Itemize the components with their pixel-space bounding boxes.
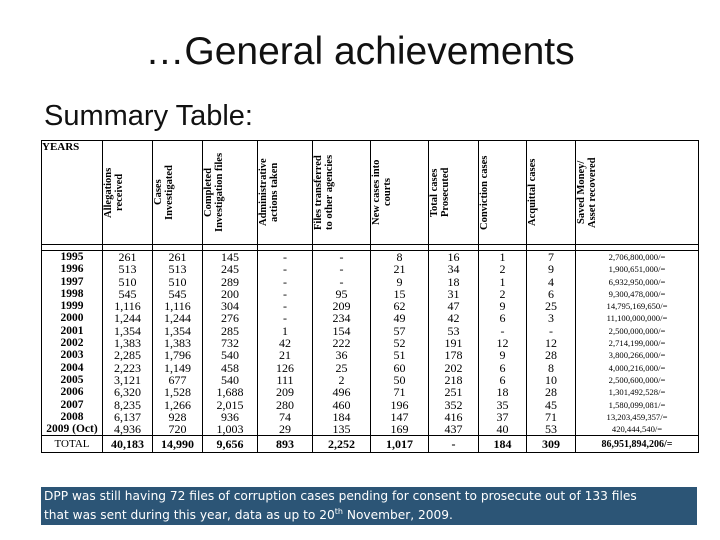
table-cell: 71 — [393, 385, 406, 400]
table-cell: 720 — [168, 422, 187, 437]
table-cell: 4,000,216,000/= — [608, 362, 666, 373]
table-cell: 28 — [545, 348, 557, 363]
table-cell: 6 — [499, 372, 506, 387]
table-cell: 25 — [335, 360, 348, 375]
table-cell: 42 — [447, 311, 460, 326]
table-cell: 437 — [444, 422, 463, 437]
table-cell: 34 — [447, 262, 460, 277]
table-cell: 261 — [168, 250, 187, 264]
table-cell: 31 — [447, 286, 460, 301]
table-cell: 8 — [396, 250, 403, 264]
table-cell: 18 — [496, 385, 509, 400]
table-cell: 21 — [393, 262, 406, 277]
table-cell: 1,383 — [164, 336, 191, 351]
table-cell: 2,015 — [216, 397, 244, 412]
table-cell: 222 — [332, 336, 351, 351]
table-cell: 1,354 — [114, 323, 141, 338]
table-cell: 9 — [548, 262, 554, 277]
table-cell: 276 — [221, 311, 239, 326]
table-cell: 126 — [276, 360, 294, 375]
table-cell: 8 — [548, 360, 554, 375]
table-cell: 52 — [393, 336, 406, 351]
table-cell: 57 — [393, 323, 406, 338]
table-cell: 1,244 — [114, 311, 141, 326]
table-cell: 191 — [444, 336, 463, 351]
table-cell: 2004 — [60, 361, 84, 374]
table-cell: 261 — [118, 250, 137, 264]
data-row — [42, 251, 699, 436]
table-cell: 9 — [499, 348, 506, 363]
table-cell: 35 — [496, 397, 509, 412]
table-cell: 2 — [499, 286, 506, 301]
table-cell: 2007 — [60, 398, 84, 411]
table-cell: 1,528 — [164, 385, 191, 400]
table-cell: 9,300,478,000/= — [608, 288, 666, 299]
table-cell: 8,235 — [114, 397, 141, 412]
table-cell: 202 — [444, 360, 463, 375]
header-files-transferred: Files transferred to other agencies — [313, 141, 371, 245]
table-cell: 135 — [332, 422, 351, 437]
table-cell: 6,137 — [114, 409, 141, 424]
header-new-cases-into-courts: New cases into courts — [371, 141, 429, 245]
table-cell: 147 — [390, 409, 409, 424]
table-cell: 1 — [499, 250, 506, 264]
table-cell: 2 — [338, 372, 345, 387]
table-cell: 1,796 — [164, 348, 191, 363]
table-cell: 1,149 — [164, 360, 191, 375]
table-cell: 9 — [396, 274, 403, 289]
header-allegations-received: Allegations received — [103, 141, 153, 245]
table-cell: - — [339, 274, 344, 289]
table-cell: 928 — [168, 409, 187, 424]
table-cell: 1,688 — [216, 385, 244, 400]
table-cell: 16 — [447, 250, 460, 264]
table-cell: 1,580,099,081/= — [608, 399, 666, 410]
table-cell: 1,266 — [164, 397, 191, 412]
administrative-actions-column — [258, 251, 313, 436]
table-cell: 510 — [168, 274, 187, 289]
table-cell: 1,354 — [164, 323, 191, 338]
total-cell: 2,252 — [313, 436, 371, 453]
header-total-cases-prosecuted: Total cases Prosecuted — [429, 141, 479, 245]
footer-line-2: that was sent during this year, data as up to 20th November, 2009. — [44, 507, 453, 523]
footer-line-1: DPP was still having 72 files of corruption cases pending for consent to prosecute out of 133 files — [44, 489, 637, 503]
table-cell: 1,900,651,000/= — [608, 264, 666, 275]
table-cell: 209 — [332, 299, 351, 314]
table-cell: 111 — [276, 372, 294, 387]
table-cell: 2,714,199,000/= — [608, 338, 666, 349]
table-cell: 352 — [444, 397, 463, 412]
table-cell: 2,706,800,000/= — [608, 252, 666, 262]
header-completed-investigation-files: Completed Investigation files — [203, 141, 258, 245]
conviction-cases-column — [479, 251, 527, 436]
table-cell: 1,116 — [164, 299, 191, 314]
table-cell: 460 — [332, 397, 351, 412]
table-cell: 1,244 — [164, 311, 191, 326]
table-cell: 2000 — [60, 312, 84, 325]
table-cell: - — [283, 262, 287, 277]
table-cell: 3,121 — [114, 372, 141, 387]
table-cell: 732 — [221, 336, 239, 351]
table-cell: 169 — [390, 422, 409, 437]
files-transferred-column — [313, 251, 371, 436]
total-cell: 1,017 — [371, 436, 429, 453]
table-cell: 540 — [221, 372, 239, 387]
years-column — [42, 251, 103, 436]
table-cell: 200 — [221, 286, 239, 301]
table-cell: 95 — [335, 286, 348, 301]
table-cell: - — [283, 311, 287, 326]
table-cell: 1,003 — [216, 422, 244, 437]
table-cell: 416 — [444, 409, 463, 424]
table-cell: - — [549, 323, 553, 338]
table-cell: 496 — [332, 385, 351, 400]
table-cell: - — [339, 250, 344, 264]
new-cases-into-courts-column — [371, 251, 429, 436]
table-cell: 18 — [447, 274, 460, 289]
table-cell: 21 — [279, 348, 291, 363]
table-cell: 2003 — [60, 349, 84, 362]
total-label: TOTAL — [42, 436, 103, 453]
years-header: YEARS — [42, 141, 103, 245]
table-cell: 3 — [548, 311, 554, 326]
total-cell: 86,951,894,206/= — [576, 436, 699, 453]
table-cell: 545 — [168, 286, 187, 301]
table-cell: 545 — [118, 286, 137, 301]
header-acquittal-cases: Acquittal cases — [527, 141, 576, 245]
table-cell: 28 — [545, 385, 557, 400]
table-cell: 2002 — [60, 337, 84, 350]
total-cell: 184 — [479, 436, 527, 453]
table-cell: 51 — [393, 348, 406, 363]
table-cell: 2,500,000,000/= — [608, 325, 666, 336]
table-cell: 280 — [276, 397, 294, 412]
table-cell: 62 — [393, 299, 406, 314]
completed-investigation-files-column — [203, 251, 258, 436]
table-cell: 1,383 — [114, 336, 141, 351]
total-cell: 9,656 — [203, 436, 258, 453]
table-cell: 49 — [393, 311, 406, 326]
table-cell: 1998 — [60, 287, 84, 300]
table-cell: 218 — [444, 372, 463, 387]
table-cell: - — [283, 286, 287, 301]
table-cell: 50 — [393, 372, 406, 387]
table-cell: 9 — [499, 299, 506, 314]
table-cell: 1996 — [60, 263, 84, 276]
table-cell: 458 — [221, 360, 239, 375]
table-cell: - — [283, 274, 287, 289]
cases-investigated-column — [153, 251, 203, 436]
table-cell: - — [339, 262, 344, 277]
table-cell: 513 — [168, 262, 187, 277]
total-cell: - — [429, 436, 479, 453]
table-cell: 6,320 — [114, 385, 141, 400]
table-cell: 1 — [499, 274, 506, 289]
header-row — [42, 141, 699, 245]
table-cell: 6 — [499, 360, 506, 375]
slide-title: …General achievements — [145, 30, 575, 73]
table-cell: 14,795,169,650/= — [606, 301, 668, 312]
table-cell: - — [283, 250, 287, 264]
table-cell: 540 — [221, 348, 239, 363]
table-cell: 2001 — [60, 324, 84, 337]
table-cell: 677 — [168, 372, 187, 387]
table-cell: 1995 — [60, 251, 84, 263]
table-cell: 4,936 — [114, 422, 141, 437]
table-cell: 42 — [279, 336, 291, 351]
table-cell: 1997 — [60, 275, 84, 288]
acquittal-cases-column — [527, 251, 576, 436]
table-cell: 6 — [548, 286, 554, 301]
table-cell: 40 — [496, 422, 509, 437]
table-cell: 2009 (Oct) — [46, 423, 98, 436]
table-cell: 53 — [545, 422, 557, 437]
table-cell: - — [500, 323, 505, 338]
table-cell: - — [283, 299, 287, 314]
total-cell: 14,990 — [153, 436, 203, 453]
table-cell: 12 — [496, 336, 509, 351]
table-cell: 2 — [499, 262, 506, 277]
table-cell: 154 — [332, 323, 351, 338]
table-cell: 2006 — [60, 386, 84, 399]
table-cell: 7 — [548, 250, 554, 264]
table-cell: 13,203,459,357/= — [606, 411, 668, 422]
table-cell: 15 — [393, 286, 406, 301]
table-cell: 53 — [447, 323, 460, 338]
header-administrative-actions: Administrative actions taken — [258, 141, 313, 245]
table-cell: 3,800,266,000/= — [608, 350, 666, 361]
table-cell: 2,500,600,000/= — [608, 374, 666, 385]
table-cell: 145 — [221, 250, 239, 264]
table-cell: 2,285 — [114, 348, 141, 363]
table-cell: 12 — [545, 336, 557, 351]
table-cell: 36 — [335, 348, 348, 363]
total-cases-prosecuted-column — [429, 251, 479, 436]
table-cell: 234 — [332, 311, 351, 326]
table-cell: 6 — [499, 311, 506, 326]
table-cell: 513 — [118, 262, 137, 277]
table-cell: 2005 — [60, 373, 84, 386]
table-cell: 1,116 — [114, 299, 141, 314]
table-cell: 71 — [545, 409, 557, 424]
total-cell: 893 — [258, 436, 313, 453]
table-cell: 4 — [548, 274, 554, 289]
table-cell: 10 — [545, 372, 557, 387]
total-cell: 309 — [527, 436, 576, 453]
header-cases-investigated: Cases Investigated — [153, 141, 203, 245]
table-cell: 510 — [118, 274, 137, 289]
summary-table — [41, 140, 699, 453]
table-cell: 936 — [221, 409, 239, 424]
table-cell: 60 — [393, 360, 406, 375]
table-cell: 37 — [496, 409, 509, 424]
slide-subtitle: Summary Table: — [44, 100, 253, 132]
table-cell: 1,301,492,528/= — [608, 387, 666, 398]
table-cell: 2008 — [60, 410, 84, 423]
header-saved-money: Saved Money/ Asset recovered — [576, 141, 699, 245]
table-cell: 251 — [444, 385, 463, 400]
table-cell: 2,223 — [114, 360, 141, 375]
header-conviction-cases: Conviction cases — [479, 141, 527, 245]
table-cell: 29 — [279, 422, 291, 437]
table-cell: 47 — [447, 299, 460, 314]
table-cell: 74 — [279, 409, 291, 424]
allegations-received-column — [103, 251, 153, 436]
table-cell: 304 — [221, 299, 239, 314]
table-cell: 289 — [221, 274, 239, 289]
table-cell: 25 — [545, 299, 557, 314]
table-cell: 1 — [282, 323, 288, 338]
table-cell: 196 — [390, 397, 409, 412]
table-cell: 184 — [332, 409, 351, 424]
total-row — [42, 436, 699, 453]
table-cell: 45 — [545, 397, 557, 412]
footer-note — [41, 487, 697, 525]
table-cell: 420,444,540/= — [611, 424, 663, 435]
table-cell: 245 — [221, 262, 239, 277]
table-cell: 1999 — [60, 300, 84, 313]
table-cell: 178 — [444, 348, 463, 363]
table-cell: 209 — [276, 385, 294, 400]
total-cell: 40,183 — [103, 436, 153, 453]
table-cell: 11,100,000,000/= — [606, 313, 668, 324]
table-cell: 285 — [221, 323, 239, 338]
saved-money-column — [576, 251, 699, 436]
table-cell: 6,932,950,000/= — [608, 276, 666, 287]
